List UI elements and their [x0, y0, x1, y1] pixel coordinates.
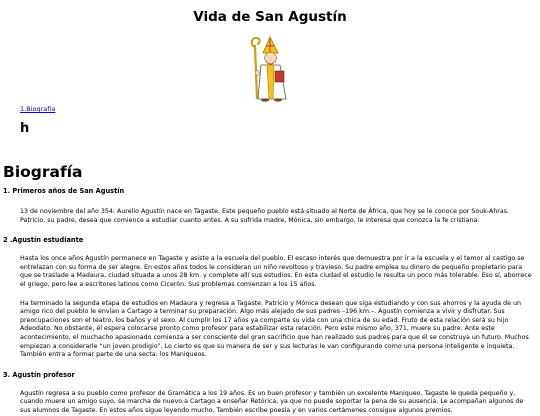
paragraph: 13 de noviembre del año 354: Aurelio Agustín nace en Tagaste. Este pequeño pueblo está situado al Norte de África, que hoy se le conoce por Souk-Ahras. Patricio, su padre, desea que comience a estudiar cuanto antes. A su sufrida madre, Mónica, sin embargo, le interesa que conozca la fe cristiana. [20, 208, 510, 224]
biografia-heading: Biografía [3, 163, 83, 181]
paragraph: Hasta los once años Agustín permanece en Tagaste y asiste a la escuela del pueblo. El escaso interés que demuestra por ir a la escuela y el temor al castigo se entrelazan con su forma de ser alegre. En estos años todos le consideran un niño revoltoso y travieso. Su padre emplea su dinero de pequeño propietario para que se traslade a Madaura, ciudad situada a unos 28 km. y complete allí sus estudios. En esta ciudad el estudio le resulta un poco más tolerable. Eso sí, aborrece el griego, pero lee a escritores latinos como Cicerón. Sus problemas comienzan a los 15 años. [20, 255, 532, 288]
biography-content [3, 187, 537, 416]
anchor-heading: h [20, 121, 30, 136]
paragraph: Agustín regresa a su pueblo como profesor de Gramática a los 19 años. Es un buen profesor y también un excelente Maniqueo. Tagaste le queda pequeño y, cuando muere un amigo suyo, se marcha de nuevo a Cartago a enseñar Retórica, ya que no puede soportar la pena de su ausencia. Le acompañan algunos de sus alumnos de Tagaste. En estos años sigue leyendo mucho. También escribe poesía y en varios certámenes consigue algunos premios. [20, 389, 524, 414]
paragraph: Ha terminado la segunda etapa de estudios en Madaura y regresa a Tagaste. Patricio y Mónica desean que siga estudiando y con sus ahorros y la ayuda de un amigo rico del pueblo le envían a Cartago a terminar su preparación. Algo más alejado de sus padres –196 km.–. Agustín comienza a vivir y disfrutar. Sus preocupaciones son el teatro, los baños y el sexo. Al cumplir los 17 años ya comparte su vida con una chica de su edad. Fruto de esta relación será su hijo Adeodato. No obstante, él espera colocarse pronto como profesor para estabilizar esta relación. Pero este mismo año, 371, muere su padre. Ante este acontecimiento, el muchacho apasionado comienza a ser consciente del gran sacrificio que han realizado sus padres para que él se construya un futuro. Muchos empiezan a considerarle “un joven prodigio”. Lo cierto es que su manera de ser y sus lecturas le van configurando como una persona inteligente e inquieta. También entra a formar parte de una secta: los Maniqueos. [20, 299, 529, 359]
toc-link-biografia[interactable]: 1.Biografia [20, 105, 56, 113]
saint-augustine-icon [248, 33, 292, 103]
section-title-profesor: 3. Agustín profesor [3, 370, 75, 379]
page-title: Vida de San Agustín [193, 9, 347, 25]
section-title-primeros-anos: 1. Primeros años de San Agustín [3, 187, 125, 195]
section-title-estudiante: 2 .Agustín estudiante [3, 236, 84, 245]
